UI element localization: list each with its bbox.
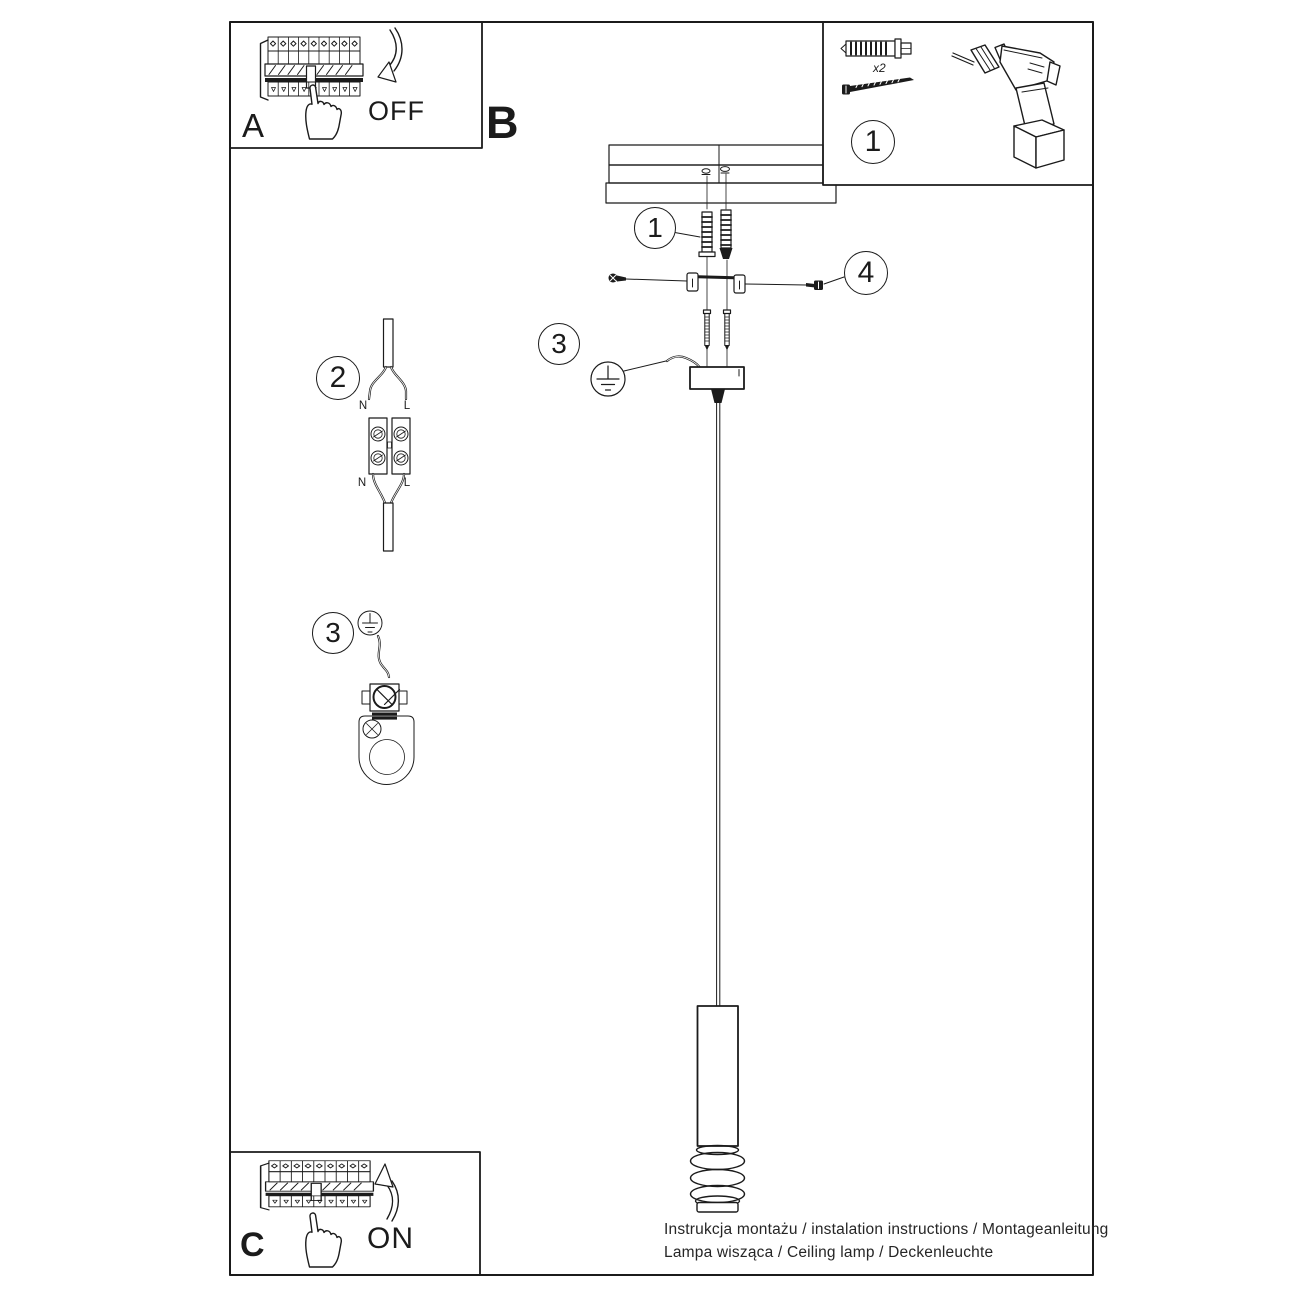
arrow-up-icon: [375, 1164, 398, 1221]
callout-tools: 1: [851, 120, 895, 164]
mounting-screws: [704, 310, 731, 351]
callout-1-leader: [672, 232, 700, 237]
callout-ground-main: 3: [538, 323, 580, 365]
panel-a-label: A: [242, 107, 265, 144]
screw-icon: [842, 78, 914, 95]
wire-label-l-top: L: [403, 400, 411, 412]
wire-label-n-top: N: [358, 400, 368, 412]
hand-icon: [306, 1213, 342, 1267]
callout-ground-detail: 3: [312, 612, 354, 654]
wall-plugs: [699, 210, 733, 259]
section-b-label: B: [486, 97, 519, 148]
panel-c-action-label: ON: [367, 1222, 414, 1255]
panel-a-action-label: OFF: [368, 96, 425, 126]
ceiling-section: [606, 145, 836, 209]
mounting-bracket: [609, 273, 845, 293]
ceiling-canopy: [690, 367, 744, 403]
callout-bracket-screws: 4: [844, 251, 888, 295]
ground-wire-detail: [358, 611, 414, 784]
breaker-on-graphic: [261, 1161, 374, 1210]
footer-line-1: Instrukcja montażu / instalation instructions / Montageanleitung: [664, 1221, 1109, 1238]
callout-terminal: 2: [316, 356, 360, 400]
callout-anchors: 1: [634, 207, 676, 249]
footer-line-2: Lampa wisząca / Ceiling lamp / Deckenleuchte: [664, 1244, 994, 1261]
suspension-cable: [717, 403, 720, 1006]
wire-label-n-bottom: N: [357, 477, 367, 489]
arrow-down-icon: [378, 28, 402, 82]
anchor-count-label: x2: [873, 61, 886, 75]
ground-symbol: [591, 357, 700, 396]
pendant-lamp: [691, 1006, 745, 1212]
wire-label-l-bottom: L: [403, 477, 411, 489]
hand-icon: [306, 85, 342, 139]
panel-c-label: C: [240, 1226, 265, 1264]
drill-icon: [952, 44, 1064, 168]
terminal-block-detail: [369, 319, 410, 551]
wall-plug-icon: [841, 39, 911, 58]
